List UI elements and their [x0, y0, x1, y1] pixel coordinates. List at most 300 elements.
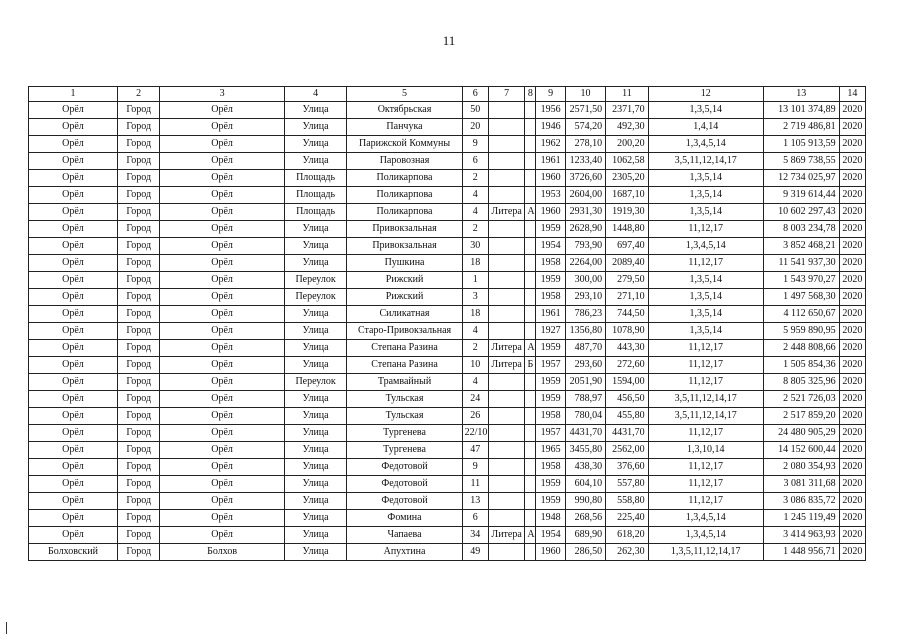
work-types-cell: 11,12,17	[648, 425, 763, 442]
total-area-cell: 2571,50	[565, 102, 605, 119]
total-area-cell: 574,20	[565, 119, 605, 136]
district-cell: Орёл	[29, 408, 118, 425]
liter-letter-cell	[525, 170, 536, 187]
living-area-cell: 262,30	[606, 544, 648, 561]
district-cell: Орёл	[29, 510, 118, 527]
house-number-cell: 10	[462, 357, 488, 374]
build-year-cell: 1959	[536, 340, 565, 357]
street-type-cell: Улица	[284, 459, 347, 476]
street-name-cell: Фомина	[347, 510, 462, 527]
living-area-cell: 2305,20	[606, 170, 648, 187]
street-name-cell: Тургенева	[347, 425, 462, 442]
cost-cell: 3 852 468,21	[763, 238, 839, 255]
liter-label-cell	[488, 544, 524, 561]
work-types-cell: 1,3,4,5,14	[648, 136, 763, 153]
locality-cell: Орёл	[160, 323, 284, 340]
header-row	[29, 87, 866, 102]
street-name-cell: Степана Разина	[347, 357, 462, 374]
district-cell: Орёл	[29, 306, 118, 323]
work-types-cell: 11,12,17	[648, 374, 763, 391]
settlement-type-cell: Город	[117, 255, 159, 272]
street-name-cell: Федотовой	[347, 493, 462, 510]
liter-letter-cell	[525, 374, 536, 391]
locality-cell: Орёл	[160, 289, 284, 306]
build-year-cell: 1959	[536, 476, 565, 493]
street-name-cell: Тургенева	[347, 442, 462, 459]
street-type-cell: Переулок	[284, 374, 347, 391]
header-cell: 14	[839, 87, 865, 102]
table-row	[29, 221, 866, 238]
plan-year-cell: 2020	[839, 442, 865, 459]
settlement-type-cell: Город	[117, 187, 159, 204]
total-area-cell: 990,80	[565, 493, 605, 510]
total-area-cell: 3455,80	[565, 442, 605, 459]
table-row	[29, 527, 866, 544]
build-year-cell: 1962	[536, 136, 565, 153]
district-cell: Орёл	[29, 425, 118, 442]
district-cell: Орёл	[29, 153, 118, 170]
settlement-type-cell: Город	[117, 221, 159, 238]
house-number-cell: 24	[462, 391, 488, 408]
plan-year-cell: 2020	[839, 272, 865, 289]
build-year-cell: 1954	[536, 527, 565, 544]
street-type-cell: Улица	[284, 102, 347, 119]
district-cell: Болховский	[29, 544, 118, 561]
locality-cell: Орёл	[160, 340, 284, 357]
liter-label-cell	[488, 306, 524, 323]
house-number-cell: 9	[462, 136, 488, 153]
plan-year-cell: 2020	[839, 493, 865, 510]
header-cell: 6	[462, 87, 488, 102]
living-area-cell: 376,60	[606, 459, 648, 476]
district-cell: Орёл	[29, 272, 118, 289]
locality-cell: Орёл	[160, 476, 284, 493]
liter-letter-cell	[525, 289, 536, 306]
plan-year-cell: 2020	[839, 289, 865, 306]
street-type-cell: Улица	[284, 221, 347, 238]
plan-year-cell: 2020	[839, 340, 865, 357]
table-row	[29, 374, 866, 391]
plan-year-cell: 2020	[839, 544, 865, 561]
living-area-cell: 744,50	[606, 306, 648, 323]
settlement-type-cell: Город	[117, 306, 159, 323]
cost-cell: 1 448 956,71	[763, 544, 839, 561]
street-name-cell: Рижский	[347, 289, 462, 306]
total-area-cell: 268,56	[565, 510, 605, 527]
locality-cell: Орёл	[160, 425, 284, 442]
locality-cell: Орёл	[160, 357, 284, 374]
build-year-cell: 1958	[536, 408, 565, 425]
district-cell: Орёл	[29, 136, 118, 153]
total-area-cell: 300,00	[565, 272, 605, 289]
street-name-cell: Федотовой	[347, 459, 462, 476]
cost-cell: 8 805 325,96	[763, 374, 839, 391]
locality-cell: Орёл	[160, 408, 284, 425]
plan-year-cell: 2020	[839, 459, 865, 476]
liter-label-cell	[488, 510, 524, 527]
liter-label-cell: Литера	[488, 527, 524, 544]
settlement-type-cell: Город	[117, 323, 159, 340]
house-number-cell: 49	[462, 544, 488, 561]
total-area-cell: 786,23	[565, 306, 605, 323]
build-year-cell: 1961	[536, 306, 565, 323]
street-name-cell: Чапаева	[347, 527, 462, 544]
header-cell: 3	[160, 87, 284, 102]
district-cell: Орёл	[29, 391, 118, 408]
street-name-cell: Октябрьская	[347, 102, 462, 119]
build-year-cell: 1959	[536, 493, 565, 510]
liter-letter-cell	[525, 391, 536, 408]
build-year-cell: 1958	[536, 255, 565, 272]
locality-cell: Орёл	[160, 306, 284, 323]
total-area-cell: 3726,60	[565, 170, 605, 187]
settlement-type-cell: Город	[117, 442, 159, 459]
district-cell: Орёл	[29, 238, 118, 255]
street-type-cell: Улица	[284, 408, 347, 425]
district-cell: Орёл	[29, 357, 118, 374]
liter-label-cell	[488, 136, 524, 153]
street-name-cell: Тульская	[347, 408, 462, 425]
cost-cell: 4 112 650,67	[763, 306, 839, 323]
liter-label-cell	[488, 493, 524, 510]
work-types-cell: 1,3,5,14	[648, 323, 763, 340]
living-area-cell: 557,80	[606, 476, 648, 493]
liter-label-cell	[488, 289, 524, 306]
build-year-cell: 1960	[536, 544, 565, 561]
build-year-cell: 1958	[536, 289, 565, 306]
settlement-type-cell: Город	[117, 340, 159, 357]
settlement-type-cell: Город	[117, 289, 159, 306]
work-types-cell: 1,3,5,14	[648, 170, 763, 187]
liter-letter-cell	[525, 408, 536, 425]
table-row	[29, 442, 866, 459]
build-year-cell: 1959	[536, 391, 565, 408]
locality-cell: Орёл	[160, 153, 284, 170]
cost-cell: 24 480 905,29	[763, 425, 839, 442]
total-area-cell: 293,10	[565, 289, 605, 306]
living-area-cell: 1062,58	[606, 153, 648, 170]
district-cell: Орёл	[29, 255, 118, 272]
settlement-type-cell: Город	[117, 357, 159, 374]
street-type-cell: Переулок	[284, 289, 347, 306]
street-type-cell: Улица	[284, 442, 347, 459]
table-row	[29, 204, 866, 221]
table-row	[29, 476, 866, 493]
house-number-cell: 4	[462, 323, 488, 340]
table-row	[29, 459, 866, 476]
locality-cell: Орёл	[160, 136, 284, 153]
street-name-cell: Привокзальная	[347, 221, 462, 238]
build-year-cell: 1957	[536, 425, 565, 442]
liter-letter-cell	[525, 136, 536, 153]
settlement-type-cell: Город	[117, 102, 159, 119]
street-name-cell: Апухтина	[347, 544, 462, 561]
table-row	[29, 357, 866, 374]
street-type-cell: Улица	[284, 391, 347, 408]
district-cell: Орёл	[29, 374, 118, 391]
build-year-cell: 1927	[536, 323, 565, 340]
settlement-type-cell: Город	[117, 374, 159, 391]
plan-year-cell: 2020	[839, 255, 865, 272]
cost-cell: 2 719 486,81	[763, 119, 839, 136]
street-name-cell: Поликарпова	[347, 170, 462, 187]
header-cell: 1	[29, 87, 118, 102]
house-number-cell: 6	[462, 153, 488, 170]
house-number-cell: 30	[462, 238, 488, 255]
total-area-cell: 2628,90	[565, 221, 605, 238]
total-area-cell: 793,90	[565, 238, 605, 255]
total-area-cell: 2264,00	[565, 255, 605, 272]
district-cell: Орёл	[29, 204, 118, 221]
living-area-cell: 2089,40	[606, 255, 648, 272]
liter-label-cell	[488, 102, 524, 119]
district-cell: Орёл	[29, 119, 118, 136]
locality-cell: Орёл	[160, 119, 284, 136]
liter-letter-cell	[525, 323, 536, 340]
living-area-cell: 4431,70	[606, 425, 648, 442]
settlement-type-cell: Город	[117, 544, 159, 561]
street-type-cell: Улица	[284, 544, 347, 561]
house-number-cell: 18	[462, 306, 488, 323]
district-cell: Орёл	[29, 442, 118, 459]
total-area-cell: 2604,00	[565, 187, 605, 204]
liter-label-cell	[488, 221, 524, 238]
street-type-cell: Переулок	[284, 272, 347, 289]
living-area-cell: 697,40	[606, 238, 648, 255]
cost-cell: 3 086 835,72	[763, 493, 839, 510]
table-row	[29, 493, 866, 510]
liter-letter-cell	[525, 102, 536, 119]
plan-year-cell: 2020	[839, 119, 865, 136]
work-types-cell: 11,12,17	[648, 493, 763, 510]
street-name-cell: Рижский	[347, 272, 462, 289]
table-row	[29, 408, 866, 425]
liter-label-cell	[488, 374, 524, 391]
cost-cell: 14 152 600,44	[763, 442, 839, 459]
plan-year-cell: 2020	[839, 238, 865, 255]
street-name-cell: Старо-Привокзальная	[347, 323, 462, 340]
plan-year-cell: 2020	[839, 221, 865, 238]
house-number-cell: 2	[462, 170, 488, 187]
build-year-cell: 1959	[536, 272, 565, 289]
settlement-type-cell: Город	[117, 170, 159, 187]
settlement-type-cell: Город	[117, 476, 159, 493]
header-cell: 11	[606, 87, 648, 102]
district-cell: Орёл	[29, 340, 118, 357]
build-year-cell: 1957	[536, 357, 565, 374]
settlement-type-cell: Город	[117, 391, 159, 408]
cost-cell: 11 541 937,30	[763, 255, 839, 272]
plan-year-cell: 2020	[839, 323, 865, 340]
living-area-cell: 200,20	[606, 136, 648, 153]
work-types-cell: 1,3,5,14	[648, 289, 763, 306]
cost-cell: 9 319 614,44	[763, 187, 839, 204]
street-type-cell: Улица	[284, 255, 347, 272]
liter-label-cell	[488, 323, 524, 340]
table-row	[29, 153, 866, 170]
total-area-cell: 286,50	[565, 544, 605, 561]
street-type-cell: Улица	[284, 119, 347, 136]
work-types-cell: 1,3,4,5,14	[648, 527, 763, 544]
total-area-cell: 604,10	[565, 476, 605, 493]
living-area-cell: 2371,70	[606, 102, 648, 119]
living-area-cell: 456,50	[606, 391, 648, 408]
table-row	[29, 340, 866, 357]
street-type-cell: Улица	[284, 357, 347, 374]
total-area-cell: 2051,90	[565, 374, 605, 391]
living-area-cell: 443,30	[606, 340, 648, 357]
table-row	[29, 238, 866, 255]
living-area-cell: 272,60	[606, 357, 648, 374]
living-area-cell: 225,40	[606, 510, 648, 527]
build-year-cell: 1965	[536, 442, 565, 459]
settlement-type-cell: Город	[117, 272, 159, 289]
build-year-cell: 1956	[536, 102, 565, 119]
street-type-cell: Улица	[284, 476, 347, 493]
liter-letter-cell	[525, 272, 536, 289]
living-area-cell: 279,50	[606, 272, 648, 289]
plan-year-cell: 2020	[839, 306, 865, 323]
build-year-cell: 1961	[536, 153, 565, 170]
house-number-cell: 9	[462, 459, 488, 476]
house-number-cell: 47	[462, 442, 488, 459]
house-number-cell: 2	[462, 340, 488, 357]
plan-year-cell: 2020	[839, 170, 865, 187]
street-name-cell: Парижской Коммуны	[347, 136, 462, 153]
margin-mark	[6, 622, 7, 634]
liter-label-cell: Литера	[488, 357, 524, 374]
liter-label-cell	[488, 187, 524, 204]
table-row	[29, 289, 866, 306]
house-number-cell: 22/10	[462, 425, 488, 442]
work-types-cell: 1,3,5,11,12,14,17	[648, 544, 763, 561]
table-row	[29, 272, 866, 289]
work-types-cell: 1,3,5,14	[648, 187, 763, 204]
table-row	[29, 170, 866, 187]
register-table	[28, 86, 866, 561]
house-number-cell: 2	[462, 221, 488, 238]
locality-cell: Орёл	[160, 493, 284, 510]
liter-label-cell	[488, 408, 524, 425]
living-area-cell: 558,80	[606, 493, 648, 510]
liter-letter-cell	[525, 493, 536, 510]
locality-cell: Орёл	[160, 102, 284, 119]
locality-cell: Орёл	[160, 459, 284, 476]
liter-letter-cell	[525, 255, 536, 272]
page-number: 11	[442, 33, 456, 48]
liter-label-cell	[488, 153, 524, 170]
living-area-cell: 1078,90	[606, 323, 648, 340]
total-area-cell: 487,70	[565, 340, 605, 357]
build-year-cell: 1946	[536, 119, 565, 136]
table-row	[29, 136, 866, 153]
header-cell: 8	[525, 87, 536, 102]
liter-letter-cell	[525, 459, 536, 476]
cost-cell: 2 080 354,93	[763, 459, 839, 476]
liter-label-cell	[488, 272, 524, 289]
living-area-cell: 1687,10	[606, 187, 648, 204]
living-area-cell: 2562,00	[606, 442, 648, 459]
total-area-cell: 438,30	[565, 459, 605, 476]
locality-cell: Орёл	[160, 527, 284, 544]
table-row	[29, 323, 866, 340]
cost-cell: 2 521 726,03	[763, 391, 839, 408]
work-types-cell: 1,3,5,14	[648, 102, 763, 119]
cost-cell: 12 734 025,97	[763, 170, 839, 187]
district-cell: Орёл	[29, 527, 118, 544]
house-number-cell: 4	[462, 204, 488, 221]
total-area-cell: 1356,80	[565, 323, 605, 340]
street-name-cell: Привокзальная	[347, 238, 462, 255]
table-row	[29, 425, 866, 442]
header-cell: 13	[763, 87, 839, 102]
liter-letter-cell	[525, 544, 536, 561]
liter-label-cell	[488, 442, 524, 459]
locality-cell: Орёл	[160, 442, 284, 459]
liter-letter-cell	[525, 238, 536, 255]
build-year-cell: 1959	[536, 221, 565, 238]
liter-label-cell	[488, 238, 524, 255]
table-row	[29, 187, 866, 204]
district-cell: Орёл	[29, 187, 118, 204]
liter-label-cell	[488, 425, 524, 442]
district-cell: Орёл	[29, 459, 118, 476]
work-types-cell: 3,5,11,12,14,17	[648, 153, 763, 170]
build-year-cell: 1958	[536, 459, 565, 476]
cost-cell: 1 543 970,27	[763, 272, 839, 289]
plan-year-cell: 2020	[839, 187, 865, 204]
street-type-cell: Улица	[284, 238, 347, 255]
header-cell: 7	[488, 87, 524, 102]
cost-cell: 3 414 963,93	[763, 527, 839, 544]
district-cell: Орёл	[29, 323, 118, 340]
cost-cell: 10 602 297,43	[763, 204, 839, 221]
cost-cell: 5 959 890,95	[763, 323, 839, 340]
build-year-cell: 1948	[536, 510, 565, 527]
work-types-cell: 11,12,17	[648, 255, 763, 272]
street-type-cell: Площадь	[284, 187, 347, 204]
header-cell: 2	[117, 87, 159, 102]
street-type-cell: Улица	[284, 136, 347, 153]
work-types-cell: 3,5,11,12,14,17	[648, 391, 763, 408]
liter-label-cell: Литера	[488, 340, 524, 357]
living-area-cell: 1448,80	[606, 221, 648, 238]
cost-cell: 1 505 854,36	[763, 357, 839, 374]
table-row	[29, 510, 866, 527]
total-area-cell: 689,90	[565, 527, 605, 544]
living-area-cell: 455,80	[606, 408, 648, 425]
street-name-cell: Федотовой	[347, 476, 462, 493]
street-name-cell: Трамвайный	[347, 374, 462, 391]
build-year-cell: 1954	[536, 238, 565, 255]
plan-year-cell: 2020	[839, 153, 865, 170]
district-cell: Орёл	[29, 102, 118, 119]
settlement-type-cell: Город	[117, 204, 159, 221]
table-row	[29, 391, 866, 408]
district-cell: Орёл	[29, 221, 118, 238]
work-types-cell: 1,3,10,14	[648, 442, 763, 459]
plan-year-cell: 2020	[839, 527, 865, 544]
locality-cell: Орёл	[160, 221, 284, 238]
plan-year-cell: 2020	[839, 408, 865, 425]
locality-cell: Орёл	[160, 255, 284, 272]
work-types-cell: 3,5,11,12,14,17	[648, 408, 763, 425]
house-number-cell: 4	[462, 374, 488, 391]
total-area-cell: 780,04	[565, 408, 605, 425]
liter-letter-cell	[525, 306, 536, 323]
street-type-cell: Улица	[284, 306, 347, 323]
table-row	[29, 544, 866, 561]
